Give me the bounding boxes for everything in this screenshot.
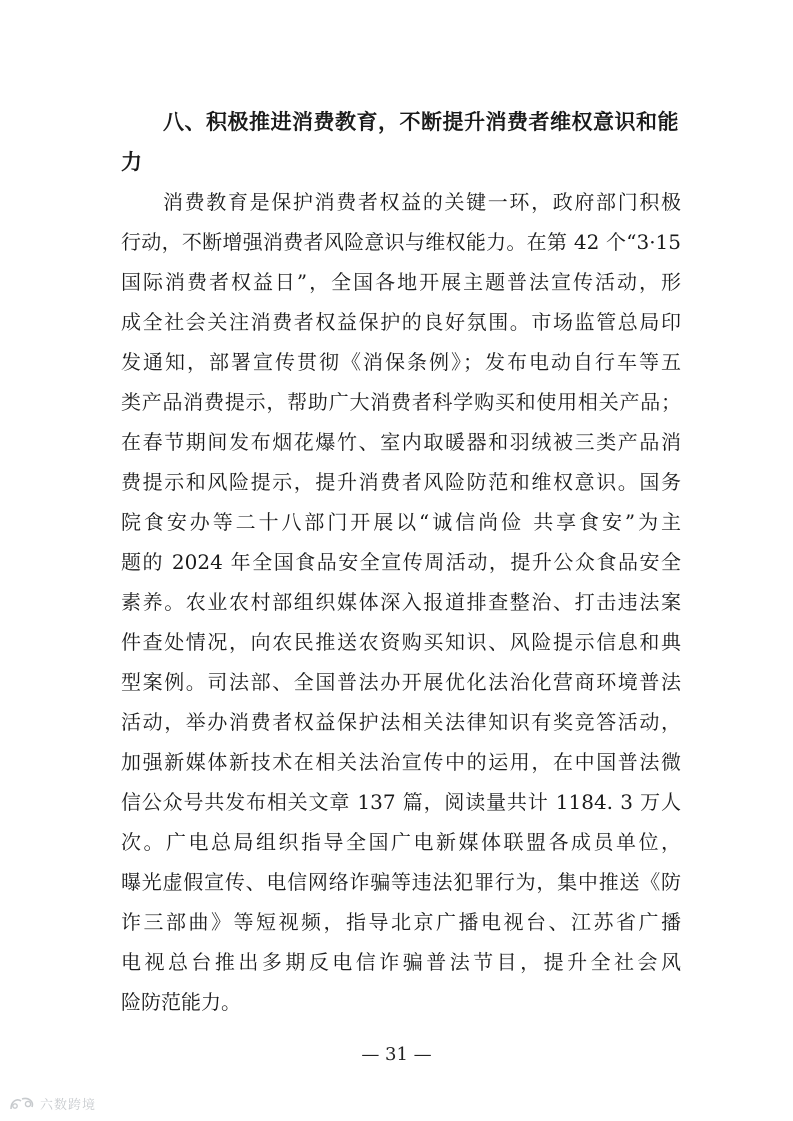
paragraph-line: 发通知，部署宣传贯彻《消保条例》；发布电动自行车等五 bbox=[121, 350, 681, 374]
paragraph-line: 信公众号共发布相关文章 137 篇，阅读量共计 1184. 3 万人 bbox=[121, 790, 681, 814]
paragraph-line: 型案例。司法部、全国普法办开展优化法治化营商环境普法 bbox=[121, 670, 681, 694]
paragraph-line: 素养。农业农村部组织媒体深入报道排查整治、打击违法案 bbox=[121, 590, 681, 614]
paragraph-line: 类产品消费提示，帮助广大消费者科学购买和使用相关产品； bbox=[121, 390, 681, 414]
paragraph-line: 成全社会关注消费者权益保护的良好氛围。市场监管总局印 bbox=[121, 310, 681, 334]
paragraph-line: 件查处情况，向农民推送农资购买知识、风险提示信息和典 bbox=[121, 630, 681, 654]
paragraph-line: 次。广电总局组织指导全国广电新媒体联盟各成员单位， bbox=[121, 830, 681, 854]
section-heading-line-2: 力 bbox=[121, 150, 143, 174]
paragraph-line: 活动，举办消费者权益保护法相关法律知识有奖竞答活动， bbox=[121, 710, 681, 734]
paragraph-line: 国际消费者权益日”，全国各地开展主题普法宣传活动，形 bbox=[121, 270, 681, 294]
watermark bbox=[8, 1094, 96, 1113]
paragraph-line: 在春节期间发布烟花爆竹、室内取暖器和羽绒被三类产品消 bbox=[121, 430, 681, 454]
paragraph-line: 险防范能力。 bbox=[121, 990, 241, 1014]
page-number: — 31 — bbox=[361, 1044, 432, 1065]
paragraph-line: 诈三部曲》等短视频，指导北京广播电视台、江苏省广播 bbox=[121, 910, 681, 934]
watermark-text: 六数跨境 bbox=[40, 1098, 97, 1113]
paragraph-line: 费提示和风险提示，提升消费者风险防范和维权意识。国务 bbox=[121, 470, 681, 494]
paragraph-line: 院食安办等二十八部门开展以“诚信尚俭 共享食安”为主 bbox=[121, 510, 681, 534]
paragraph-line: 消费教育是保护消费者权益的关键一环，政府部门积极 bbox=[163, 190, 681, 214]
paragraph-line: 加强新媒体新技术在相关法治宣传中的运用，在中国普法微 bbox=[121, 750, 681, 774]
paragraph-line: 行动，不断增强消费者风险意识与维权能力。在第 42 个“3·15 bbox=[121, 230, 681, 254]
paragraph-line: 题的 2024 年全国食品安全宣传周活动，提升公众食品安全 bbox=[121, 550, 681, 574]
paragraph-line: 曝光虚假宣传、电信网络诈骗等违法犯罪行为，集中推送《防 bbox=[121, 870, 681, 894]
logo-icon bbox=[8, 1095, 36, 1113]
section-heading-line-1: 八、积极推进消费教育，不断提升消费者维权意识和能 bbox=[163, 110, 679, 134]
paragraph-line: 电视总台推出多期反电信诈骗普法节目，提升全社会风 bbox=[121, 950, 681, 974]
